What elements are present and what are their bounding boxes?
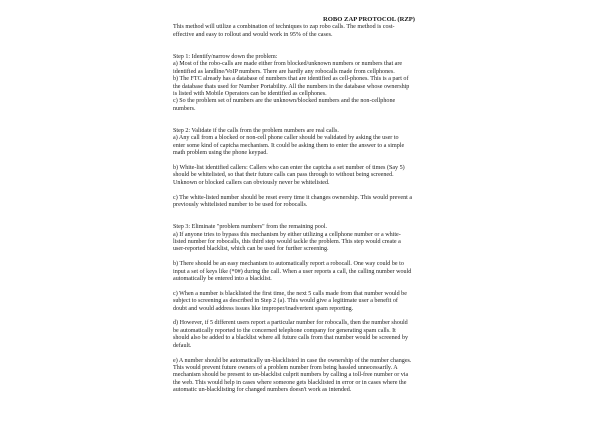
step-section [173,54,615,113]
text-line: the web. This would help in cases where someone gets blacklisted in error or in cases where the [173,379,407,386]
text-line: a) Most of the robo-calls are made either from blocked/unknown numbers or numbers that are [173,61,403,68]
text-line: subject to screening as described in Step 2 (a). This would give a legitimate user a benefit of [173,298,398,305]
paragraph-gap [173,47,615,54]
text-line: a) Any call from a blocked or non-cell phone caller should be validated by asking the user to [173,135,399,142]
text-line: enter some kind of captcha mechanism. It could be asking them to enter the answer to a simple [173,142,405,149]
text-line: b) The FTC already has a database of numbers that are identified as cell-phones. This is a part of [173,76,409,83]
intro-paragraph [173,24,615,39]
document-sections [173,39,615,394]
text-line: This method will utilize a combination of techniques to zap robo calls. The method is cost- [173,24,395,31]
text-line: automatically be entered into a blacklist. [173,276,272,283]
text-line: math problem using the phone keypad. [173,150,268,157]
step-section [173,224,615,394]
paragraph-gap [173,350,615,357]
text-line: previously whitelisted number to be used for robocalls. [173,202,308,209]
text-line: doubt and would address issues like improper/inadvertent spam reporting. [173,305,354,312]
step-heading: Step 3: Eliminate "problem numbers" from the remaining pool. [173,224,328,231]
text-line: c) When a number is blacklisted the first time, the next 5 calls made from that number would be [173,290,407,297]
step-paragraph [173,358,615,395]
step-paragraph [173,61,615,113]
text-line: Unknown or blocked callers can obviously never be whitelisted. [173,179,330,186]
text-line: identified as landline/VoIP numbers. There are hardly any robocalls made from cellphones. [173,68,395,75]
text-line: b) White-list identified callers: Callers who can enter the captcha a set number of times (Say 5) [173,165,405,172]
paragraph-gap [173,113,615,120]
text-line: be automatically reported to the concerned telephone company for generating spam calls. It [173,327,396,334]
text-line: is listed with Mobile Operators can be identified as cellphones. [173,91,327,98]
step-paragraph [173,291,615,313]
paragraph-gap [173,158,615,165]
step-heading: Step 2: Validate if the calls from the problem numbers are real calls. [173,128,339,135]
text-line: should be whitelisted, so that their future calls can pass through to without being screened. [173,172,394,179]
text-line: listed number for robocalls, this third step would tackle the problem. This step would create a [173,239,401,246]
text-line: input a set of keys like (*0#) during the call. When a user reports a call, the calling number would [173,268,412,275]
step-paragraph [173,135,615,157]
step-paragraph [173,232,615,254]
paragraph-gap [173,283,615,290]
text-line: mechanism should be present to un-blacklist culprit numbers by calling a toll-free number or via [173,372,409,379]
text-line: automatic un-blacklisting for changed numbers doesn't work as intended. [173,387,352,394]
text-line: a) If anyone tries to bypass this mechanism by either utilizing a cellphone number or a white- [173,231,401,238]
text-line: should also be added to a blacklist where all future calls from that number would be screened by [173,335,409,342]
text-line: c) The white-listed number should be reset every time it changes ownership. This would prevent a [173,194,413,201]
text-line: c) So the problem set of numbers are the unknown/blocked numbers and the non-cellphone [173,98,396,105]
text-line: b) There should be an easy mechanism to automatically report a robocall. One way could be to [173,261,404,268]
step-paragraph [173,165,615,187]
paragraph-gap [173,209,615,216]
text-line: the database thats used for Number Portability. All the numbers in the database whose ownership [173,83,410,90]
step-heading: Step 1: Identify/narrow down the problem: [173,54,278,60]
step-paragraph [173,195,615,210]
text-line: user-reported blacklist, which can be used for further screening. [173,246,329,253]
text-line: e) A number should be automatically un-blacklisted in case the ownership of the number changes. [173,357,412,364]
document-title: ROBO ZAP PROTOCOL (RZP) [322,16,415,23]
step-paragraph [173,320,615,350]
step-section [173,128,615,209]
paragraph-gap [173,187,615,194]
text-line: default. [173,342,192,349]
text-line: d) However, if 5 different users report a particular number for robocalls, then the number should [173,320,408,327]
text-line: effective and easy to rollout and would work in 95% of the cases. [173,31,333,38]
paragraph-gap [173,39,615,46]
document-page [173,16,615,395]
text-line: numbers. [173,105,196,112]
paragraph-gap [173,121,615,128]
step-paragraph [173,261,615,283]
text-line: This would prevent future owners of a problem number from being hassled unnecessarily. A [173,364,398,371]
